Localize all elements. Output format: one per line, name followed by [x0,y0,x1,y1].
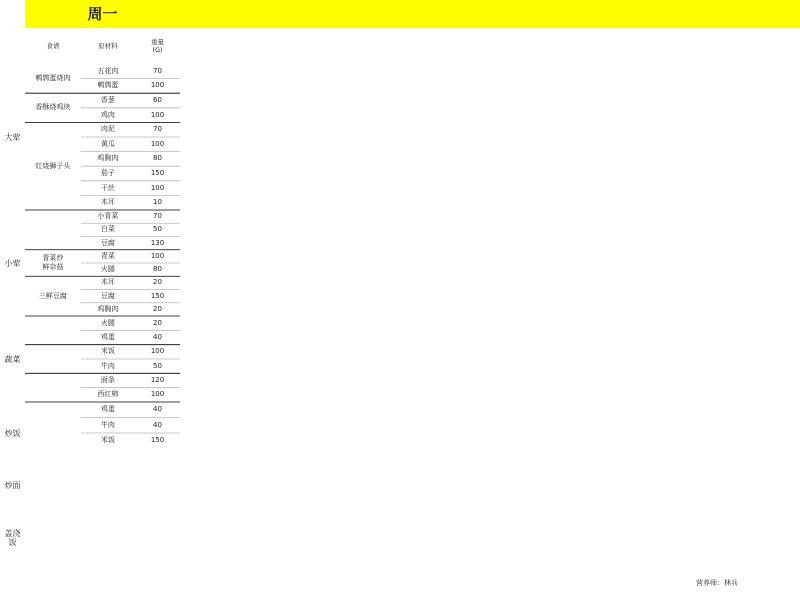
weight-grams: 100 [150,139,165,148]
ingredient: 黄瓜 [100,139,115,148]
weight-grams: 130 [150,238,165,247]
ingredient: 五花肉 [97,66,119,75]
category-label: 小荤 [4,258,21,268]
ingredient: 西红柿 [97,390,119,399]
dish-name: 鹌鹑蛋烧肉 [35,74,71,83]
weight-grams: 70 [153,125,162,134]
category-label: 盖浇饭 [4,529,21,547]
weight-grams: 70 [153,212,162,221]
ingredient: 火腿 [100,265,115,274]
weight-grams: 80 [153,265,162,274]
weight-grams: 40 [153,332,162,341]
dish-name [25,316,81,345]
dish-name [25,402,81,464]
weight-grams: 100 [150,81,165,90]
ingredient: 豆腐 [100,238,115,247]
column-header: 重量 (G) [151,38,165,54]
weight-grams: 120 [150,375,165,384]
ingredient: 火腿 [100,318,115,327]
dish-name: 香酥烧鸡块 [35,103,71,112]
weight-grams: 40 [153,420,162,429]
day-header: 周一 [87,5,118,23]
category-label: 蔬菜 [4,354,21,364]
ingredient: 鹌鹑蛋 [97,81,119,90]
ingredient: 干丝 [100,183,115,192]
ingredient: 鸡蛋 [100,332,115,341]
weight-grams: 100 [150,390,165,399]
weight-grams: 20 [153,304,162,313]
weight-grams: 40 [153,405,162,414]
category-label: 炒面 [4,480,21,490]
weight-grams: 10 [153,198,162,207]
ingredient: 鸡肉 [100,110,115,119]
category-label: 大荤 [4,132,21,142]
weight-grams: 150 [150,436,165,445]
weight-grams: 80 [153,154,162,163]
ingredient: 香葱 [100,95,115,104]
dish-name: 青菜炒 鲜杂菇 [42,254,64,271]
ingredient: 木耳 [100,198,115,207]
weight-grams: 20 [153,318,162,327]
weight-grams: 50 [153,225,162,234]
ingredient: 面条 [100,375,115,384]
ingredient: 米饭 [100,436,115,445]
column-header: 食谱 [46,42,60,50]
weight-grams: 100 [150,110,165,119]
ingredient: 肉泥 [100,125,115,134]
dish-name: 三鲜豆腐 [38,291,67,300]
weight-grams: 50 [153,361,162,370]
weight-grams: 150 [150,291,165,300]
ingredient: 茄子 [100,168,115,177]
ingredient: 牛肉 [100,420,115,429]
ingredient: 青菜 [100,251,115,260]
ingredient: 鸡胸肉 [97,304,119,313]
column-header: 原材料 [98,42,118,50]
weight-grams: 150 [150,168,165,177]
ingredient: 小青菜 [97,212,119,221]
ingredient: 牛肉 [100,361,115,370]
dish-name: 红烧狮子头 [35,161,71,170]
ingredient: 豆腐 [100,291,115,300]
category-label: 炒饭 [4,428,21,438]
ingredient: 木耳 [100,278,115,287]
ingredient: 米饭 [100,347,115,356]
weight-grams: 60 [153,95,162,104]
ingredient: 白菜 [100,225,115,234]
weight-grams: 100 [150,251,165,260]
weight-grams: 100 [150,347,165,356]
weight-grams: 20 [153,278,162,287]
dish-name [25,345,81,374]
dish-name [25,210,81,250]
ingredient: 鸡蛋 [100,405,115,414]
dish-name [25,373,81,402]
nutritionist-signature: 营养师：林兵 [696,579,738,587]
weight-grams: 70 [153,66,162,75]
ingredient: 鸡胸肉 [97,154,119,163]
weight-grams: 100 [150,183,165,192]
